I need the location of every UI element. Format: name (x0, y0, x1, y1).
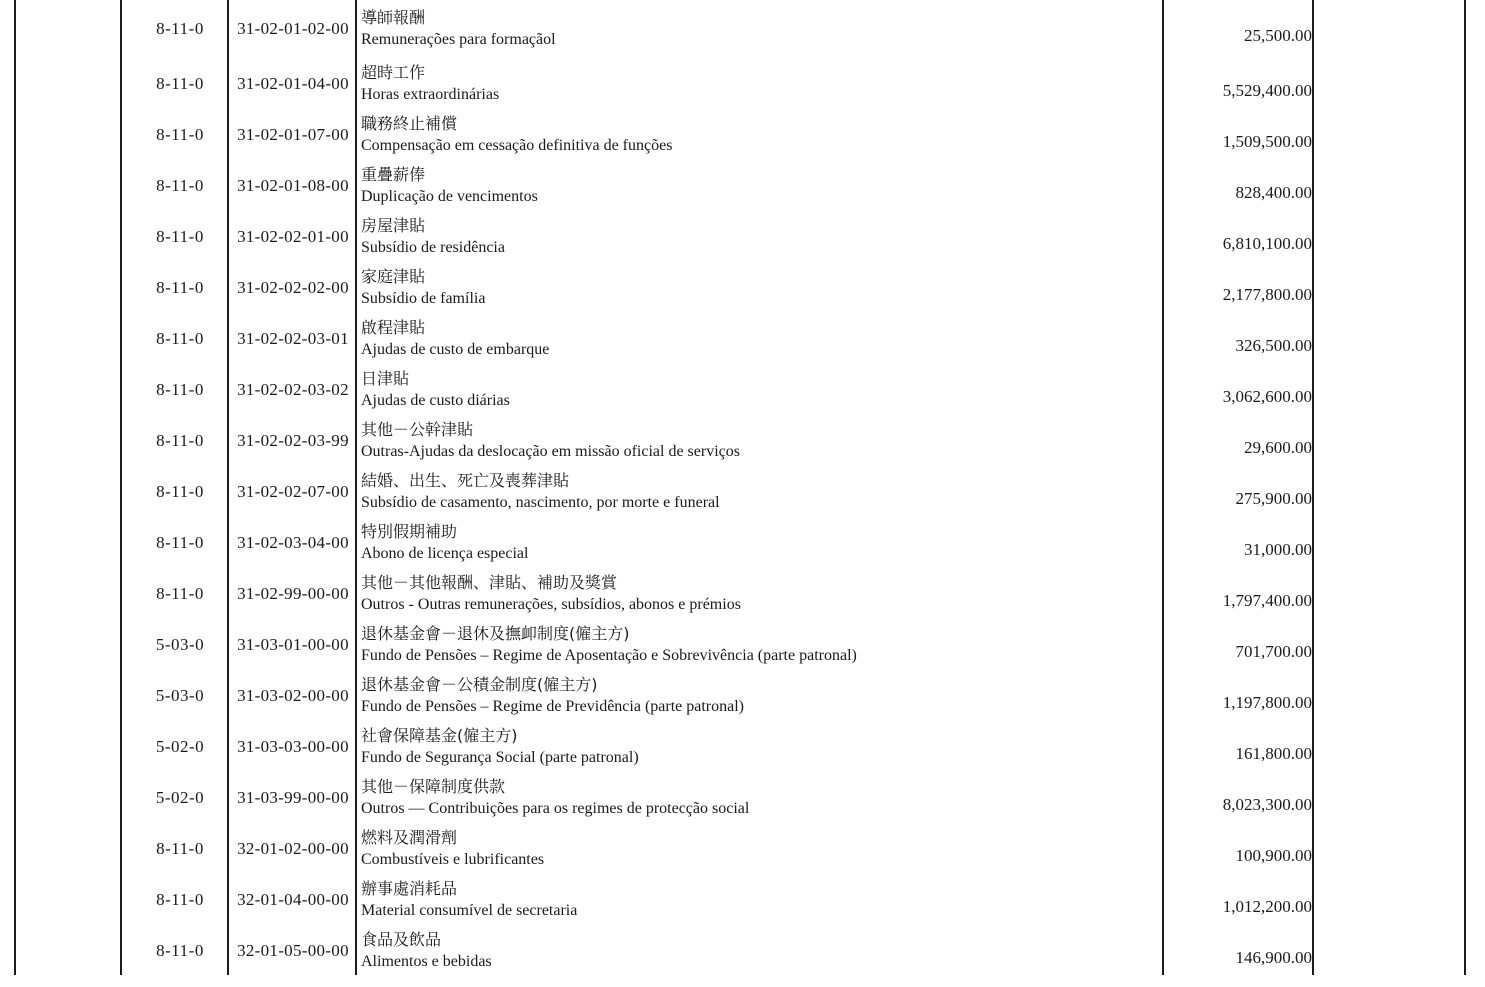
description-portuguese: Compensação em cessação definitiva de funções (361, 137, 673, 154)
description-portuguese: Subsídio de família (361, 290, 486, 307)
group-code: 8-11-0 (156, 19, 204, 38)
group-code: 8-11-0 (156, 533, 204, 552)
table-row (0, 922, 1485, 973)
account-code: 31-03-03-00-00 (237, 737, 349, 756)
description (361, 725, 1161, 770)
description (361, 368, 1161, 413)
description-portuguese: Abono de licença especial (361, 545, 529, 562)
amount: 828,400.00 (1235, 183, 1312, 202)
account-code: 31-02-02-03-99 (237, 431, 349, 450)
account-code: 32-01-02-00-00 (237, 839, 349, 858)
description (361, 572, 1161, 617)
table-row (0, 871, 1485, 922)
description-chinese: 退休基金會－退休及撫卹制度(僱主方) (361, 624, 630, 643)
table-row (0, 259, 1485, 310)
group-code: 5-03-0 (155, 635, 205, 654)
description-portuguese: Duplicação de vencimentos (361, 188, 538, 205)
description-portuguese: Material consumível de secretaria (361, 902, 578, 919)
description-chinese: 超時工作 (361, 63, 426, 82)
amount: 1,012,200.00 (1222, 897, 1312, 916)
account-code: 31-02-01-07-00 (237, 125, 349, 144)
description (361, 929, 1161, 974)
description-chinese: 社會保障基金(僱主方) (361, 726, 518, 745)
account-code: 32-01-04-00-00 (237, 890, 349, 909)
amount: 100,900.00 (1235, 846, 1312, 865)
amount: 1,509,500.00 (1222, 132, 1312, 151)
description-chinese: 職務終止補償 (361, 114, 458, 133)
description-chinese: 啟程津貼 (361, 318, 426, 337)
description-portuguese: Fundo de Pensões – Regime de Previdência (parte patronal) (361, 698, 744, 715)
description-chinese: 其他－其他報酬、津貼、補助及獎賞 (361, 573, 618, 592)
group-code: 8-11-0 (156, 431, 204, 450)
description-portuguese: Horas extraordinárias (361, 86, 500, 103)
description (361, 674, 1161, 719)
amount: 2,177,800.00 (1222, 285, 1312, 304)
description (361, 215, 1161, 260)
group-code: 5-03-0 (155, 686, 205, 705)
table-row (0, 463, 1485, 514)
account-code: 31-03-02-00-00 (237, 686, 349, 705)
table-row (0, 565, 1485, 616)
amount: 3,062,600.00 (1222, 387, 1312, 406)
description-chinese: 家庭津貼 (361, 267, 426, 286)
account-code: 31-02-01-04-00 (237, 74, 349, 93)
description (361, 419, 1161, 464)
account-code: 31-02-02-03-01 (237, 329, 349, 348)
description (361, 878, 1161, 923)
description (361, 827, 1161, 872)
description-chinese: 房屋津貼 (361, 216, 426, 235)
group-code: 8-11-0 (156, 380, 204, 399)
amount: 31,000.00 (1244, 540, 1312, 559)
amount: 701,700.00 (1235, 642, 1312, 661)
table-row (0, 667, 1485, 718)
table-row (0, 157, 1485, 208)
description-chinese: 特別假期補助 (361, 522, 458, 541)
description (361, 266, 1161, 311)
table-row (0, 412, 1485, 463)
group-code: 8-11-0 (156, 584, 204, 603)
description-portuguese: Fundo de Segurança Social (parte patronal) (361, 749, 639, 766)
table-row (0, 106, 1485, 157)
description-chinese: 重疊薪俸 (361, 165, 426, 184)
description-chinese: 日津貼 (361, 369, 410, 388)
amount: 1,797,400.00 (1222, 591, 1312, 610)
table-row (0, 208, 1485, 259)
amount: 1,197,800.00 (1222, 693, 1312, 712)
group-code: 8-11-0 (156, 941, 204, 960)
amount: 326,500.00 (1235, 336, 1312, 355)
description-portuguese: Remunerações para formaçãol (361, 31, 556, 48)
group-code: 8-11-0 (156, 74, 204, 93)
account-code: 31-02-02-07-00 (237, 482, 349, 501)
account-code: 31-03-01-00-00 (237, 635, 349, 654)
account-code: 31-02-03-04-00 (237, 533, 349, 552)
description-portuguese: Combustíveis e lubrificantes (361, 851, 545, 868)
account-code: 32-01-05-00-00 (237, 941, 349, 960)
group-code: 8-11-0 (156, 125, 204, 144)
account-code: 31-02-01-08-00 (237, 176, 349, 195)
description-chinese: 燃料及潤滑劑 (361, 828, 458, 847)
description-portuguese: Outros — Contribuições para os regimes de protecção social (361, 800, 750, 817)
description (361, 317, 1161, 362)
description-portuguese: Outras-Ajudas da deslocação em missão oficial de serviços (361, 443, 740, 460)
amount: 275,900.00 (1235, 489, 1312, 508)
amount: 29,600.00 (1244, 438, 1312, 457)
account-code: 31-02-02-01-00 (237, 227, 349, 246)
description-chinese: 結婚、出生、死亡及喪葬津貼 (361, 471, 570, 490)
table-row (0, 310, 1485, 361)
amount: 6,810,100.00 (1222, 234, 1312, 253)
table-row (0, 0, 1485, 55)
description (361, 623, 1161, 668)
description-chinese: 其他－保障制度供款 (361, 777, 506, 796)
table-row (0, 718, 1485, 769)
amount: 8,023,300.00 (1222, 795, 1312, 814)
table-row (0, 616, 1485, 667)
description-chinese: 食品及飲品 (361, 930, 442, 949)
description-portuguese: Fundo de Pensões – Regime de Aposentação e Sobrevivência (parte patronal) (361, 647, 857, 664)
table-row (0, 514, 1485, 565)
table-row (0, 361, 1485, 412)
group-code: 5-02-0 (155, 788, 205, 807)
description (361, 62, 1161, 107)
group-code: 8-11-0 (156, 482, 204, 501)
description-portuguese: Outros - Outras remunerações, subsídios, abonos e prémios (361, 596, 741, 613)
account-code: 31-02-01-02-00 (237, 19, 349, 38)
table-row (0, 55, 1485, 106)
amount: 161,800.00 (1235, 744, 1312, 763)
table-row (0, 769, 1485, 820)
description (361, 470, 1161, 515)
group-code: 8-11-0 (156, 839, 204, 858)
description (361, 7, 1161, 52)
group-code: 8-11-0 (156, 329, 204, 348)
group-code: 8-11-0 (156, 227, 204, 246)
account-code: 31-02-99-00-00 (237, 584, 349, 603)
description-chinese: 其他－公幹津貼 (361, 420, 474, 439)
amount: 146,900.00 (1235, 948, 1312, 967)
description-portuguese: Ajudas de custo diárias (361, 392, 510, 409)
group-code: 5-02-0 (155, 737, 205, 756)
description-portuguese: Alimentos e bebidas (361, 953, 492, 970)
group-code: 8-11-0 (156, 176, 204, 195)
description (361, 113, 1161, 158)
description-portuguese: Subsídio de casamento, nascimento, por morte e funeral (361, 494, 720, 511)
group-code: 8-11-0 (156, 890, 204, 909)
description-chinese: 辦事處消耗品 (361, 879, 458, 898)
description (361, 776, 1161, 821)
description (361, 164, 1161, 209)
amount: 25,500.00 (1244, 26, 1312, 45)
description-portuguese: Subsídio de residência (361, 239, 505, 256)
account-code: 31-02-02-02-00 (237, 278, 349, 297)
table-row (0, 820, 1485, 871)
account-code: 31-03-99-00-00 (237, 788, 349, 807)
description-portuguese: Ajudas de custo de embarque (361, 341, 550, 358)
group-code: 8-11-0 (156, 278, 204, 297)
description-chinese: 導師報酬 (361, 8, 426, 27)
description (361, 521, 1161, 566)
amount: 5,529,400.00 (1222, 81, 1312, 100)
description-chinese: 退休基金會－公積金制度(僱主方) (361, 675, 598, 694)
account-code: 31-02-02-03-02 (237, 380, 349, 399)
